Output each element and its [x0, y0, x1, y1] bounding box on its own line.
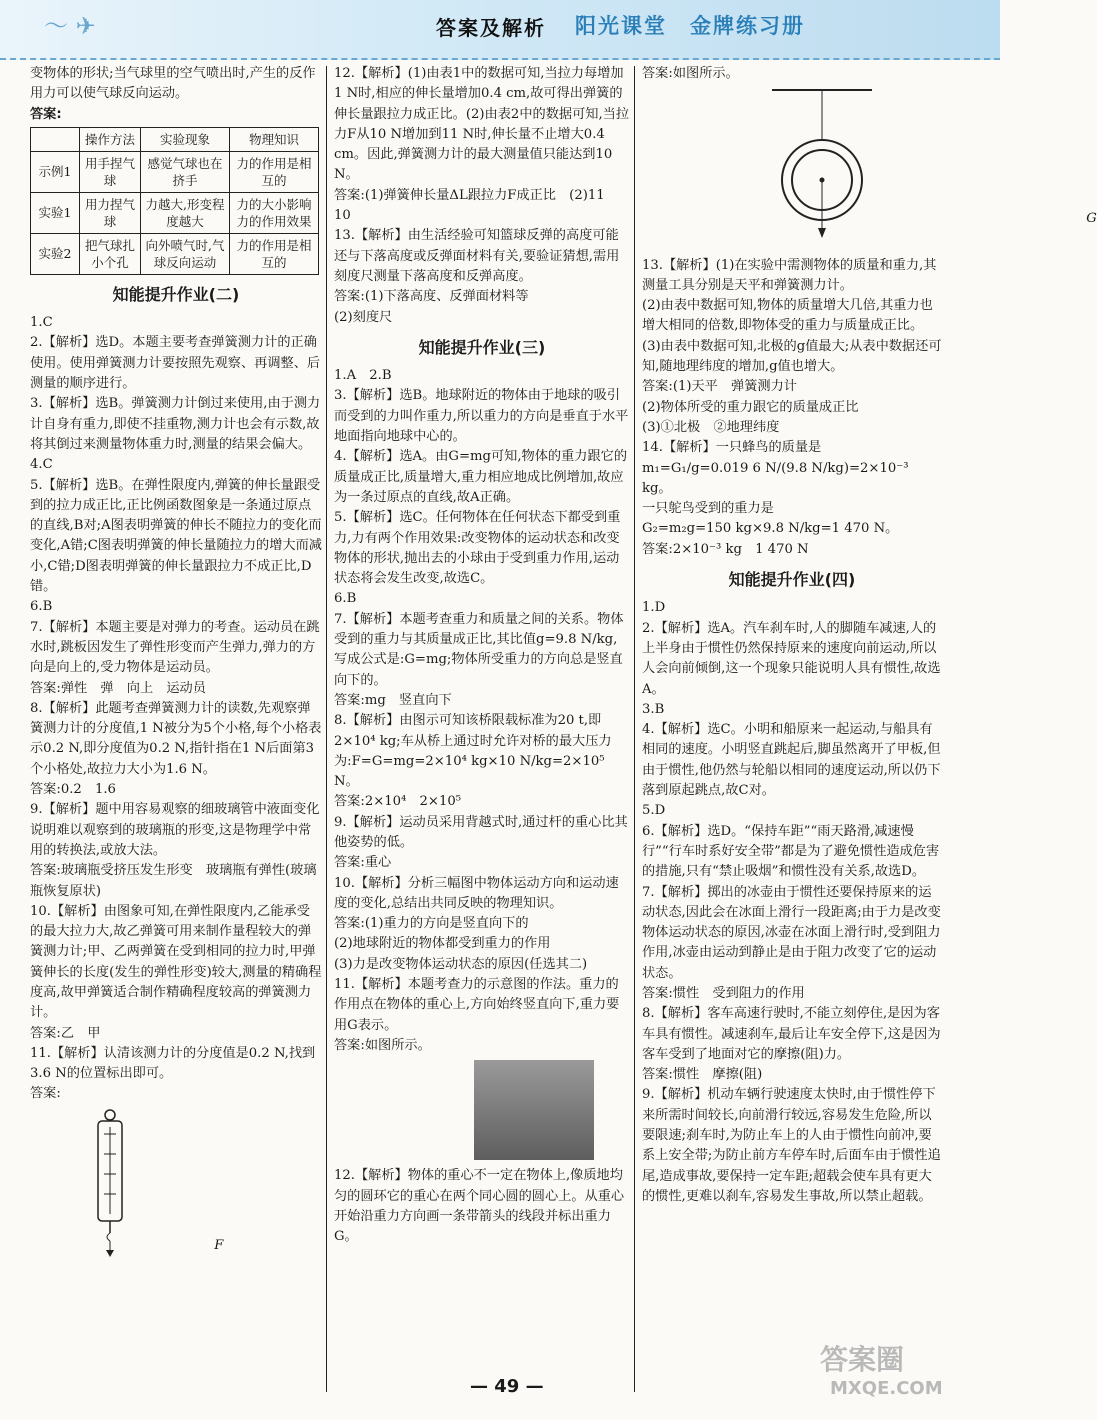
answer-item: 答案:0.2 1.6 — [30, 782, 116, 798]
page-header — [0, 0, 1000, 60]
spring-scale-figure — [90, 1109, 130, 1259]
table-row — [31, 233, 319, 274]
answer-item: (3)由表中数据可知,北极的g值最大;从表中数据还可知,随地理纬度的增加,g值也增大。 — [642, 338, 942, 375]
answer-item: 1.A 2.B — [334, 368, 392, 384]
table-header: 操作方法 — [80, 127, 141, 151]
table-cell: 力的作用是相互的 — [230, 233, 319, 274]
table-cell: 实验1 — [31, 192, 80, 233]
table-cell: 力越大,形变程度越大 — [141, 192, 230, 233]
answer-label: 答案:如图所示。 — [642, 66, 739, 81]
answer-item: 答案:mg 竖直向下 — [334, 692, 452, 708]
table-header — [31, 127, 80, 151]
force-label: F — [214, 1237, 224, 1253]
answer-item: (3)①北极 ②地理纬度 — [642, 419, 780, 435]
table-cell: 力的大小影响力的作用效果 — [230, 192, 319, 233]
answer-item: 6.B — [334, 591, 357, 607]
answer-item: 11.【解析】认清该测力计的分度值是0.2 N,找到3.6 N的位置标出即可。 — [30, 1045, 316, 1082]
table-cell: 实验2 — [31, 233, 80, 274]
answer-item: 7.【解析】本题主要是对弹力的考查。运动员在跳水时,跳板因发生了弹性形变而产生弹力,弹力的方向是向上的,受力物体是运动员。 — [30, 619, 320, 676]
answer-item: 3.B — [642, 701, 665, 717]
answer-item: 8.【解析】客车高速行驶时,不能立刻停住,是因为客车具有惯性。减速刹车,最后让车安全停下,这是因为客车受到了地面对它的摩擦(阻)力。 — [642, 1006, 941, 1062]
column-3 — [642, 64, 1097, 1207]
answer-item: 4.【解析】选A。由G=mg可知,物体的重力跟它的质量成正比,质量增大,重力相应地成比例增加,故应为一条过原点的直线,故A正确。 — [334, 449, 628, 505]
answer-item: 5.【解析】选B。在弹性限度内,弹簧的伸长量跟受到的拉力成正比,正比例函数图象是一条通过原点的直线,B对;A图表明弹簧的伸长不随拉力的变化而变化,A错;C图表明弹簧的伸长量随拉力的增大而减小,C错;D图表明弹簧的伸长量跟拉力不成正比,D错。 — [30, 477, 322, 595]
answer-item: G₂=m₂g=150 kg×9.8 N/kg=1 470 N。 — [642, 521, 899, 537]
section-title: 知能提升作业(二) — [112, 284, 240, 304]
answer-item: 10.【解析】分析三幅图中物体运动方向和运动速度的变化,总结出共同反映的物理知识。 — [334, 875, 619, 911]
answer-label: 答案: — [30, 106, 62, 122]
answer-item: m₁=G₁/g=0.019 6 N/(9.8 N/kg)=2×10⁻³ kg。 — [642, 460, 909, 496]
answer-item: 7.【解析】掷出的冰壶由于惯性还要保持原来的运动状态,因此会在冰面上滑行一段距离;由于力是改变物体运动状态的原因,冰壶在冰面上滑行时,受到阻力作用,冰壶由运动到静止是由于阻力改变了它的运动状态。 — [642, 884, 941, 981]
answer-item: 1.C — [30, 315, 53, 331]
answer-item: 10.【解析】由图象可知,在弹性限度内,乙能承受的最大拉力大,故乙弹簧可用来制作量程较大的弹簧测力计;甲、乙两弹簧在受到相同的拉力时,甲弹簧伸长的长度(发生的弹性形变)较大,测量的精确程度高,故甲弹簧适合制作精确程度较高的弹簧测力计。 — [30, 903, 322, 1021]
table-row — [31, 151, 319, 192]
column-1 — [30, 64, 322, 1270]
answer-item: 5.【解析】选C。任何物体在任何状态下都受到重力,力有两个作用效果:改变物体的运动状态和改变物体的形状,抛出去的小球由于受到重力作用,运动状态将会发生改变,故选C。 — [334, 510, 621, 587]
high-jump-photo — [474, 1060, 594, 1160]
answer-item: (2)物体所受的重力跟它的质量成正比 — [642, 399, 859, 415]
answer-item: 6.B — [30, 599, 53, 615]
answer-item: 答案:玻璃瓶受挤压发生形变 玻璃瓶有弹性(玻璃瓶恢复原状) — [30, 863, 317, 899]
column-2 — [334, 64, 630, 1247]
table-cell: 把气球扎小个孔 — [80, 233, 141, 274]
ring-gravity-figure — [752, 84, 892, 244]
answer-item: 14.【解析】一只蜂鸟的质量是 — [642, 440, 822, 456]
experiment-table — [30, 127, 319, 275]
answer-item: 2.【解析】选D。本题主要考查弹簧测力计的正确使用。使用弹簧测力计要按照先观察、再调整、后测量的顺序进行。 — [30, 335, 321, 392]
answer-item: 答案:重心 — [334, 855, 392, 871]
table-cell: 感觉气球也在挤手 — [141, 151, 230, 192]
column-divider — [634, 66, 635, 1392]
answer-item: 4.【解析】选C。小明和船原来一起运动,与船具有相同的速度。小明竖直跳起后,脚虽然离开了甲板,但由于惯性,他仍然与轮船以相同的速度运动,所以仍下落到原起跳点,故C对。 — [642, 722, 941, 799]
answer-item: 1.D — [642, 600, 666, 616]
answer-item: (2)地球附近的物体都受到重力的作用 — [334, 936, 551, 952]
answer-item: 9.【解析】机动车辆行驶速度太快时,由于惯性停下来所需时间较长,向前滑行较远,容易发生危险,所以要限速;刹车时,为防止车上的人由于惯性向前冲,要系上安全带;为防止前方车停车时,后面车由于惯性追尾,造成事故,要保持一定车距;超载会使车具有更大的惯性,更难以刹车,容易发生事故,所以禁止超载。 — [642, 1087, 941, 1204]
answer-item: (2)由表中数据可知,物体的质量增大几倍,其重力也增大相同的倍数,即物体受的重力与质量成正比。 — [642, 298, 933, 334]
header-title: 答案及解析 — [436, 16, 546, 40]
table-cell: 向外喷气时,气球反向运动 — [141, 233, 230, 274]
answer-item: 9.【解析】运动员采用背越式时,通过杆的重心比其他姿势的低。 — [334, 814, 628, 850]
answer-item: 答案:乙 甲 — [30, 1025, 101, 1041]
section-title: 知能提升作业(四) — [728, 570, 856, 590]
page-number: — 49 — — [470, 1376, 544, 1397]
bird-decoration-icon: 〜 ✈ — [44, 12, 96, 40]
answer-item: 答案:(1)天平 弹簧测力计 — [642, 379, 797, 395]
table-cell: 用力捏气球 — [80, 192, 141, 233]
watermark: 答案圈 — [820, 1343, 905, 1376]
answer-item: 答案:惯性 受到阻力的作用 — [642, 985, 805, 1001]
watermark-url: MXQE.COM — [830, 1378, 943, 1399]
table-row — [31, 192, 319, 233]
table-header-row — [31, 127, 319, 151]
header-brand: 阳光课堂 金牌练习册 — [575, 14, 805, 38]
answer-item: 一只鸵鸟受到的重力是 — [642, 501, 774, 517]
column-divider — [326, 66, 327, 1392]
table-header: 物理知识 — [230, 127, 319, 151]
table-header: 实验现象 — [141, 127, 230, 151]
answer-item: 12.【解析】(1)由表1中的数据可知,当拉力每增加1 N时,相应的伸长量增加0.4 cm,故可得出弹簧的伸长量跟拉力成正比。(2)由表2中的数据可知,当拉力F从10 N增加到11 N时,伸长量不止增大0.4 cm。因此,弹簧测力计的最大测量值只能达到10 N。 — [334, 66, 630, 183]
answer-item: (3)力是改变物体运动状态的原因(任选其二) — [334, 956, 588, 972]
answer-item: 3.【解析】选B。弹簧测力计倒过来使用,由于测力计自身有重力,即使不挂重物,测力计也会有示数,故将其倒过来测量物体重力时,测量的结果会偏大。 — [30, 396, 321, 452]
answer-item: 8.【解析】由图示可知该桥限载标准为20 t,即2×10⁴ kg;车从桥上通过时允许对桥的最大压力为:F=G=mg=2×10⁴ kg×10 N/kg=2×10⁵ N。 — [334, 713, 612, 790]
table-cell: 用手捏气球 — [80, 151, 141, 192]
gravity-label: G — [1086, 211, 1097, 227]
answer-item: 3.【解析】选B。地球附近的物体由于地球的吸引而受到的力叫作重力,所以重力的方向是垂直于水平地面指向地球中心的。 — [334, 388, 629, 445]
answer-item: 答案:2×10⁴ 2×10⁵ — [334, 794, 462, 810]
answer-item: 8.【解析】此题考查弹簧测力计的读数,先观察弹簧测力计的分度值,1 N被分为5个小格,每个小格表示0.2 N,即分度值为0.2 N,指针指在1 N后面第3个小格处,故拉力大小为1.6 N。 — [30, 700, 322, 777]
answer-item: 12.【解析】物体的重心不一定在物体上,像质地均匀的圆环它的重心在两个同心圆的圆心上。从重心开始沿重力方向画一条带箭头的线段并标出重力G。 — [334, 1168, 625, 1245]
answer-item: 答案:如图所示。 — [334, 1037, 431, 1053]
answer-item: 答案:(1)下落高度、反弹面材料等 — [334, 289, 529, 305]
answer-item: 答案:(1)重力的方向是竖直向下的 — [334, 916, 529, 932]
answer-item: 答案:(1)弹簧伸长量ΔL跟拉力F成正比 (2)11 10 — [334, 187, 618, 224]
intro-text: 变物体的形状;当气球里的空气喷出时,产生的反作用力可以使气球反向运动。 — [30, 66, 316, 102]
answer-item: 答案:惯性 摩擦(阻) — [642, 1067, 763, 1083]
table-cell: 示例1 — [31, 151, 80, 192]
answer-item: 4.C — [30, 457, 53, 473]
answer-item: 答案:2×10⁻³ kg 1 470 N — [642, 541, 809, 557]
answer-item: (2)刻度尺 — [334, 309, 393, 325]
answer-item: 6.【解析】选D。“保持车距”“雨天路滑,减速慢行”“行车时系好安全带”都是为了避免惯性造成危害的措施,只有“禁止吸烟”和惯性没有关系,故选D。 — [642, 823, 940, 880]
answer-item: 9.【解析】题中用容易观察的细玻璃管中液面变化说明难以观察到的玻璃瓶的形变,这是物理学中常用的转换法,或放大法。 — [30, 802, 320, 858]
answer-item: 答案:弹性 弹 向上 运动员 — [30, 680, 206, 696]
table-cell: 力的作用是相互的 — [230, 151, 319, 192]
answer-item: 11.【解析】本题考查力的示意图的作法。重力的作用点在物体的重心上,方向始终竖直向下,重力要用G表示。 — [334, 977, 620, 1033]
answer-item: 2.【解析】选A。汽车刹车时,人的脚随车减速,人的上半身由于惯性仍然保持原来的速度向前运动,所以人会向前倾倒,这一个现象只能说明人具有惯性,故选A。 — [642, 620, 941, 697]
answer-item: 13.【解析】由生活经验可知篮球反弹的高度可能还与下落高度或反弹面材料有关,要验证猜想,需用刻度尺测量下落高度和反弹高度。 — [334, 228, 620, 284]
answer-item: 13.【解析】(1)在实验中需测物体的质量和重力,其测量工具分别是天平和弹簧测力计。 — [642, 257, 937, 293]
answer-item: 答案: — [30, 1086, 61, 1102]
section-title: 知能提升作业(三) — [418, 337, 546, 357]
answer-item: 5.D — [642, 803, 666, 819]
answer-item: 7.【解析】本题考查重力和质量之间的关系。物体受到的重力与其质量成正比,其比值g=9.8 N/kg,写成公式是:G=mg;物体所受重力的方向总是竖直向下的。 — [334, 611, 624, 688]
